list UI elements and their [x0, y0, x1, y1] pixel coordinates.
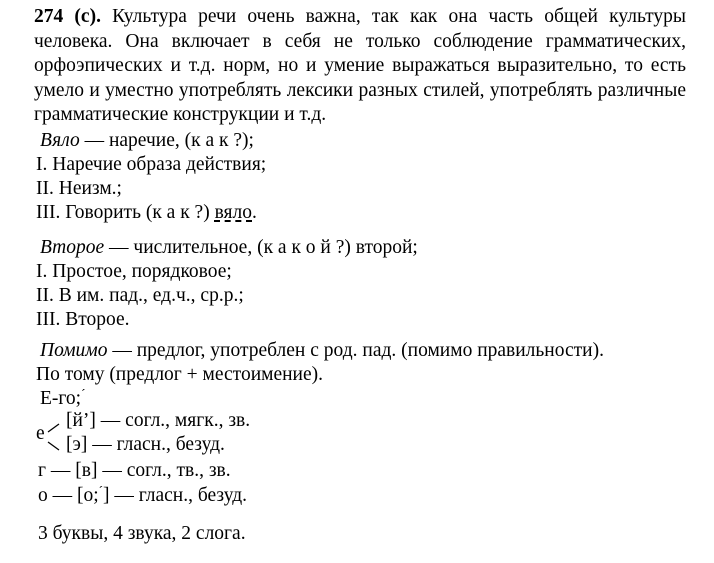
block3-word: Помимо — [40, 340, 108, 361]
intro-text: Культура речи очень важна, так как она часть общей культуры человека. Она включает в себя не только соблюдение грамматических, орфоэпических и т.д. норм, но и умение выражаться выразительно, то есть умело и уместно употреблять лексики разных стилей, употреблять различные грамматические конструкции и т.д. — [34, 6, 686, 126]
e-sound-1: [й’] — согл., мягк., зв. — [66, 410, 251, 431]
block2-word: Второе — [40, 237, 105, 258]
block1-line2: II. Неизм.; — [36, 178, 122, 199]
g-sound: г — [в] — согл., тв., зв. — [38, 460, 231, 481]
block2-line2: II. В им. пад., ед.ч., ср.р.; — [36, 285, 244, 306]
exercise-number: 274 (с). — [34, 6, 101, 27]
e-sound-2: [э] — гласн., безуд. — [66, 434, 225, 455]
o-sound — [38, 484, 247, 509]
block3-line1: По тому (предлог + местоимение). — [36, 364, 324, 385]
o-sound-b: ] — гласн., безуд. — [103, 485, 248, 506]
phonetic-summary: 3 буквы, 4 звука, 2 слога. — [38, 523, 246, 544]
o-stress-mark: ˊ — [98, 483, 104, 498]
block2-line3: III. Второе. — [36, 309, 130, 330]
o-sound-a: о — [о; — [38, 485, 99, 506]
block2-line1: I. Простое, порядковое; — [36, 261, 232, 282]
phonetic-word-text: Е-го; — [40, 388, 82, 409]
block2-definition — [40, 236, 418, 260]
branch-lines-icon — [40, 420, 64, 454]
block1-line1: I. Наречие образа действия; — [36, 154, 267, 175]
block1-line3-period: . — [252, 202, 257, 223]
block1-line3-underlined-word: вяло — [214, 202, 252, 223]
block1-word: Вяло — [40, 130, 80, 151]
stress-mark: ˊ — [81, 386, 86, 401]
letter-e: е — [36, 423, 45, 444]
intro-paragraph — [34, 5, 686, 128]
block2-def: — числительное, (к а к о й ?) второй; — [104, 237, 418, 258]
block3-definition — [40, 339, 604, 363]
block1-line3 — [36, 201, 257, 225]
block3-def: — предлог, употреблен с род. пад. (помимо правильности). — [107, 340, 604, 361]
block1-def: — наречие, (к а к ?); — [79, 130, 254, 151]
block1-definition — [40, 129, 254, 153]
block1-line3-text: III. Говорить (к а к ?) — [36, 202, 215, 223]
